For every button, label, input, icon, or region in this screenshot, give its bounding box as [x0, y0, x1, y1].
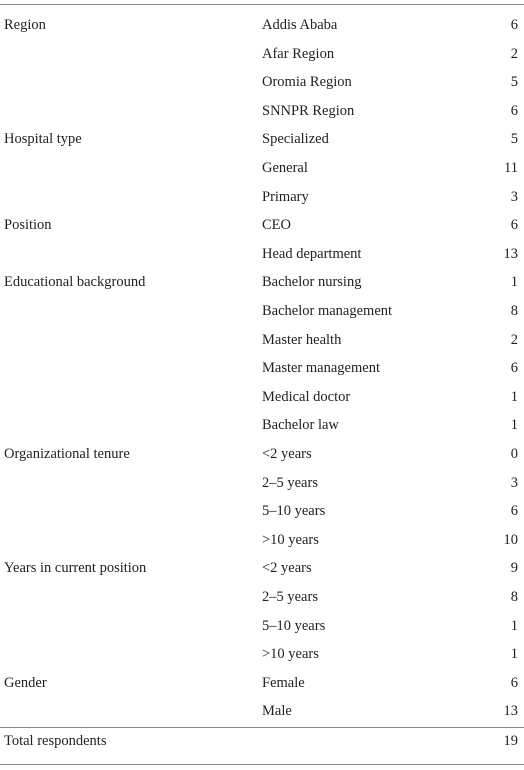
subcategory-label: Male [262, 703, 292, 720]
subcategory-label: Master health [262, 331, 342, 348]
count-value: 6 [510, 217, 518, 234]
subcategory-label: >10 years [262, 531, 319, 548]
count-value: 5 [510, 131, 518, 148]
category-label: Educational background [4, 274, 146, 291]
table-row [0, 640, 524, 669]
count-value: 6 [510, 102, 518, 119]
subcategory-label: Female [262, 674, 305, 691]
table-row [0, 469, 524, 498]
count-value: 3 [510, 474, 518, 491]
table-row [0, 411, 524, 440]
subcategory-label: 5–10 years [262, 617, 326, 634]
table-row [0, 583, 524, 612]
subcategory-label: CEO [262, 217, 291, 234]
count-value: 8 [510, 303, 518, 319]
subcategory-label: 2–5 years [262, 589, 318, 605]
table-row [0, 97, 524, 126]
count-value: 2 [510, 45, 518, 62]
count-value: 6 [510, 503, 518, 520]
subcategory-label: 2–5 years [262, 474, 318, 491]
subcategory-label: Bachelor nursing [262, 274, 362, 291]
table-row [0, 68, 524, 97]
subcategory-label: <2 years [262, 560, 312, 577]
table-row [0, 240, 524, 269]
category-label: Gender [4, 674, 47, 691]
subcategory-label: 5–10 years [262, 503, 326, 520]
count-value: 2 [510, 331, 518, 348]
count-value: 1 [510, 388, 518, 405]
table-row [0, 125, 524, 154]
category-label: Hospital type [4, 131, 82, 148]
count-value: 1 [510, 617, 518, 634]
table-row [0, 383, 524, 412]
total-row [0, 727, 524, 756]
count-value: 13 [503, 703, 518, 720]
count-value: 11 [504, 160, 518, 176]
category-label: Organizational tenure [4, 446, 130, 462]
subcategory-label: SNNPR Region [262, 102, 355, 119]
subcategory-label: Master management [262, 360, 380, 377]
subcategory-label: Bachelor management [262, 303, 393, 319]
table-row [0, 554, 524, 583]
subcategory-label: >10 years [262, 646, 319, 663]
category-label: Years in current position [4, 560, 147, 577]
table-row [0, 11, 524, 40]
count-value: 6 [510, 674, 518, 691]
count-value: 0 [510, 446, 518, 462]
subcategory-label: Specialized [262, 131, 329, 148]
count-value: 1 [510, 646, 518, 663]
table-row [0, 440, 524, 469]
table-row [0, 40, 524, 69]
subcategory-label: General [262, 160, 308, 176]
count-value: 13 [503, 245, 518, 262]
table-bottom-rule [0, 764, 524, 765]
count-value: 6 [510, 17, 518, 33]
count-value: 9 [510, 560, 518, 577]
table-row [0, 497, 524, 526]
subcategory-label: Bachelor law [262, 417, 339, 434]
table-row [0, 697, 524, 726]
count-value: 5 [510, 74, 518, 91]
category-label: Position [4, 217, 52, 234]
table-row [0, 297, 524, 326]
count-value: 3 [510, 188, 518, 205]
total-value: 19 [503, 733, 518, 749]
count-value: 8 [510, 589, 518, 605]
subcategory-label: Head department [262, 245, 362, 262]
table-row [0, 268, 524, 297]
subcategory-label: Medical doctor [262, 388, 351, 405]
subcategory-label: <2 years [262, 446, 312, 462]
subcategory-label: Primary [262, 188, 309, 205]
total-label: Total respondents [4, 733, 107, 749]
subcategory-label: Afar Region [262, 45, 335, 62]
count-value: 1 [510, 274, 518, 291]
count-value: 6 [510, 360, 518, 377]
table-row [0, 211, 524, 240]
table-row [0, 612, 524, 641]
table-row [0, 326, 524, 355]
table-top-rule [0, 4, 524, 5]
subcategory-label: Addis Ababa [262, 17, 338, 33]
subcategory-label: Oromia Region [262, 74, 352, 91]
table-row [0, 526, 524, 555]
count-value: 1 [510, 417, 518, 434]
category-label: Region [4, 17, 46, 33]
table-row [0, 154, 524, 183]
count-value: 10 [503, 531, 518, 548]
table-row [0, 183, 524, 212]
table-row [0, 354, 524, 383]
table-row [0, 669, 524, 698]
